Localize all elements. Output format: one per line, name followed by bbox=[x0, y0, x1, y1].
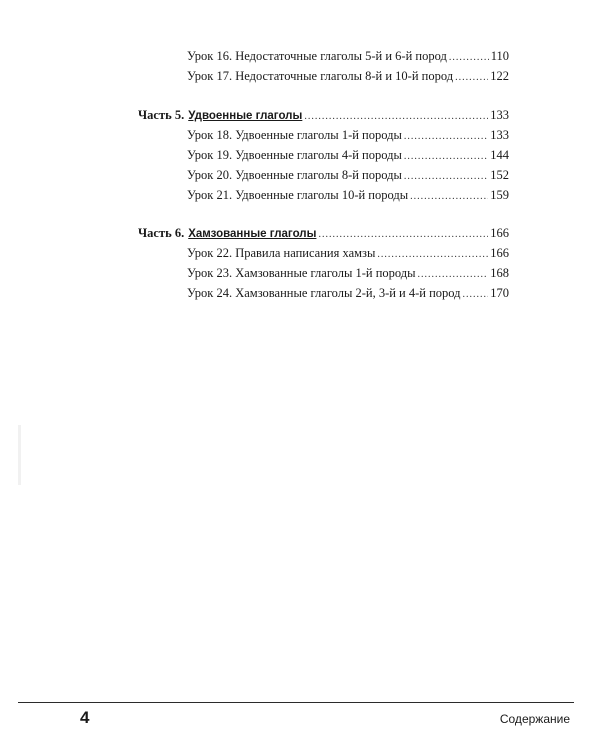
entry-label: Урок 20. bbox=[187, 168, 233, 182]
entry-page-number: 144 bbox=[490, 148, 509, 162]
toc-entry-lesson-24[interactable] bbox=[187, 284, 509, 302]
toc-entry-lesson-22[interactable] bbox=[187, 244, 509, 262]
leader-dots bbox=[449, 49, 489, 67]
part-label: Часть 6. bbox=[138, 226, 185, 240]
leader-dots bbox=[404, 168, 488, 186]
toc-entry-lesson-16[interactable] bbox=[187, 47, 509, 65]
entry-title: Удвоенные глаголы 4-й породы bbox=[235, 148, 402, 162]
leader-dots bbox=[455, 69, 488, 87]
entry-title: Недостаточные глаголы 8-й и 10-й пород bbox=[235, 69, 454, 83]
entry-label: Урок 16. bbox=[187, 49, 233, 63]
entry-label: Урок 17. bbox=[187, 69, 233, 83]
entry-title: Хамзованные глаголы 1-й породы bbox=[235, 266, 416, 280]
toc-entry-lesson-19[interactable] bbox=[187, 146, 509, 164]
entry-title: Правила написания хамзы bbox=[235, 246, 376, 260]
toc-entry-lesson-20[interactable] bbox=[187, 166, 509, 184]
leader-dots bbox=[410, 188, 488, 206]
leader-dots bbox=[318, 226, 488, 244]
entry-title: Удвоенные глаголы 10-й породы bbox=[235, 188, 409, 202]
footer-section-title: Содержание bbox=[499, 712, 570, 726]
entry-page-number: 152 bbox=[490, 168, 509, 182]
entry-label: Урок 18. bbox=[187, 128, 233, 142]
toc-entry-lesson-21[interactable] bbox=[187, 186, 509, 204]
toc-entry-part-5[interactable] bbox=[138, 106, 509, 124]
toc-entry-lesson-18[interactable] bbox=[187, 126, 509, 144]
part-title: Удвоенные глаголы bbox=[188, 110, 303, 122]
leader-dots bbox=[463, 286, 489, 304]
entry-page-number: 159 bbox=[490, 188, 509, 202]
entry-page-number: 170 bbox=[490, 286, 509, 300]
entry-page-number: 168 bbox=[490, 266, 509, 280]
leader-dots bbox=[304, 108, 488, 126]
footer-divider bbox=[18, 702, 574, 703]
entry-label: Урок 23. bbox=[187, 266, 233, 280]
entry-page-number: 133 bbox=[490, 108, 509, 122]
part-title: Хамзованные глаголы bbox=[188, 228, 317, 240]
entry-label: Урок 24. bbox=[187, 286, 233, 300]
toc-entry-part-6[interactable] bbox=[138, 224, 509, 242]
entry-page-number: 166 bbox=[490, 246, 509, 260]
part-label: Часть 5. bbox=[138, 108, 185, 122]
entry-page-number: 122 bbox=[490, 69, 509, 83]
entry-title: Удвоенные глаголы 1-й породы bbox=[235, 128, 402, 142]
leader-dots bbox=[377, 246, 488, 264]
leader-dots bbox=[404, 148, 488, 166]
entry-title: Удвоенные глаголы 8-й породы bbox=[235, 168, 402, 182]
scan-artifact bbox=[18, 425, 21, 485]
entry-page-number: 166 bbox=[490, 226, 509, 240]
entry-page-number: 133 bbox=[490, 128, 509, 142]
leader-dots bbox=[418, 266, 489, 284]
entry-label: Урок 21. bbox=[187, 188, 233, 202]
toc-entry-lesson-17[interactable] bbox=[187, 67, 509, 85]
entry-page-number: 110 bbox=[490, 49, 509, 63]
entry-label: Урок 19. bbox=[187, 148, 233, 162]
toc-entry-lesson-23[interactable] bbox=[187, 264, 509, 282]
entry-title: Недостаточные глаголы 5-й и 6-й пород bbox=[235, 49, 447, 63]
entry-title: Хамзованные глаголы 2-й, 3-й и 4-й пород bbox=[235, 286, 461, 300]
footer-page-number: 4 bbox=[80, 708, 90, 727]
entry-label: Урок 22. bbox=[187, 246, 233, 260]
leader-dots bbox=[404, 128, 488, 146]
